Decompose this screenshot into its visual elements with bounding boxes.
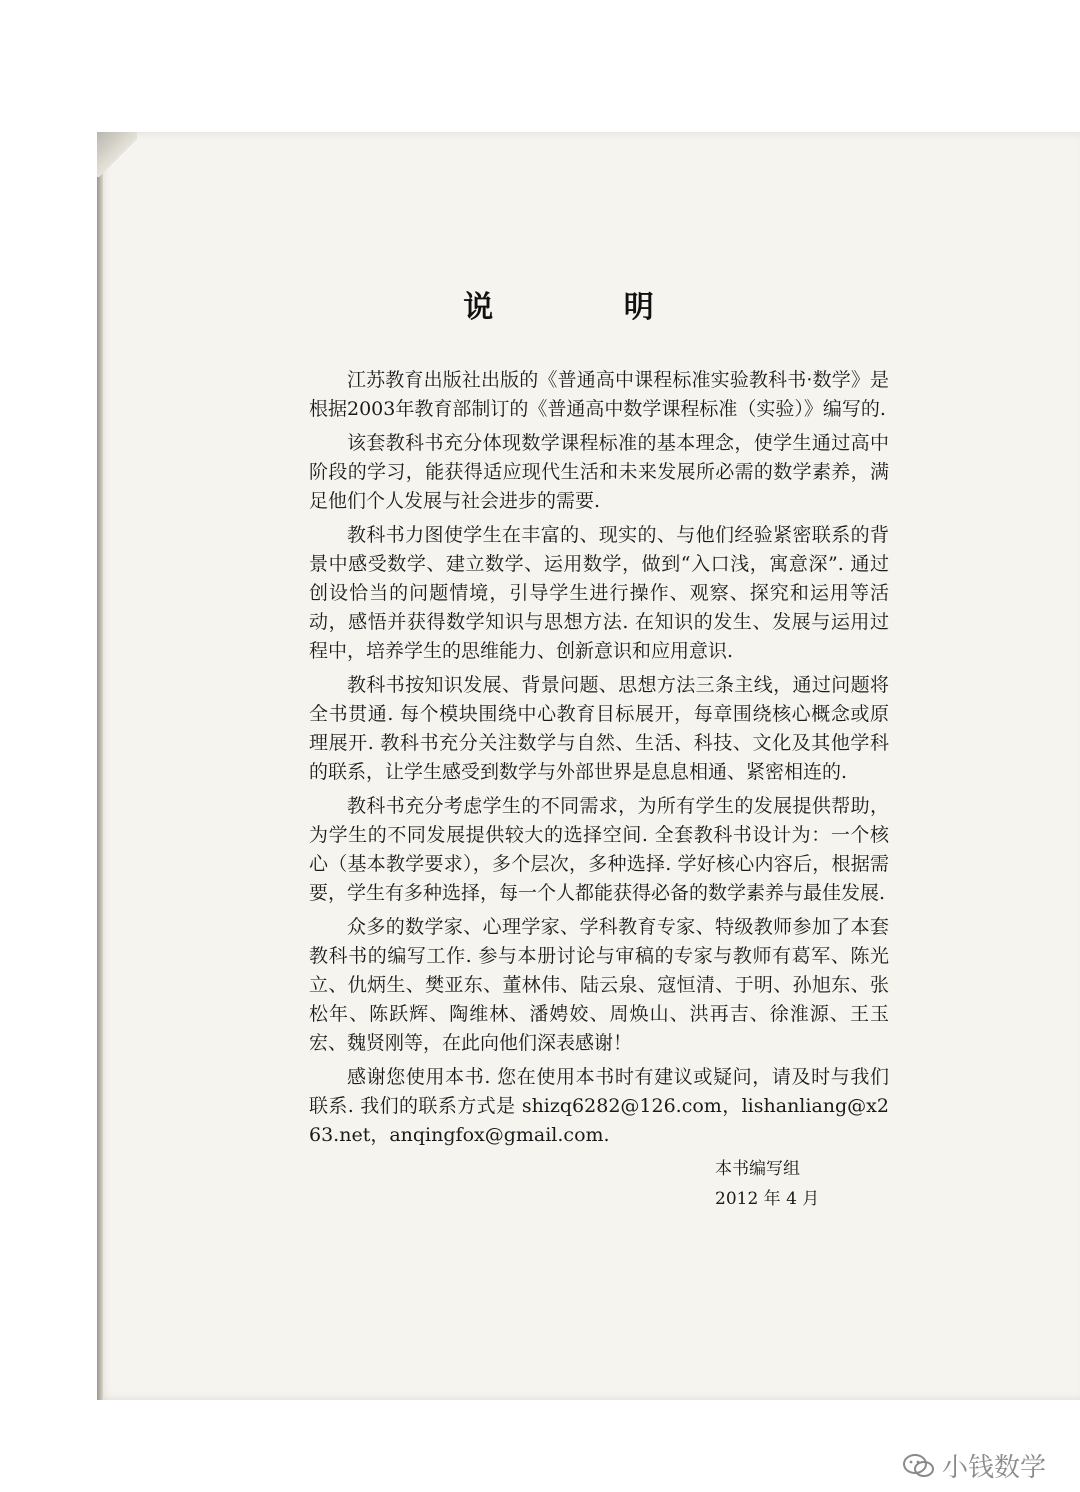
paragraph: 该套教科书充分体现数学课程标准的基本理念，使学生通过高中阶段的学习，能获得适应现代生活和未来发展所必需的数学素养，满足他们个人发展与社会进步的需要. xyxy=(309,432,889,512)
paragraph: 教科书力图使学生在丰富的、现实的、与他们经验紧密联系的背景中感受数学、建立数学、运用数学，做到“入口浅，寓意深”. 通过创设恰当的问题情境，引导学生进行操作、观察、探究和运用等活动，感悟并获得数学知识与思想方法. 在知识的发生、发展与运用过程中，培养学生的思维能力、创新意识和应用意识. xyxy=(309,524,889,662)
paragraph: 教科书按知识发展、背景问题、思想方法三条主线，通过问题将全书贯通. 每个模块围绕中心教育目标展开，每章围绕核心概念或原理展开. 教科书充分关注数学与自然、生活、科技、文化及其他学科的联系，让学生感受到数学与外部世界是息息相通、紧密相连的. xyxy=(309,674,889,783)
paragraph: 感谢您使用本书. 您在使用本书时有建议或疑问，请及时与我们联系. 我们的联系方式是 shizq6282@126.com，lishanliang@x263.net，anqingfox@gmail.com. xyxy=(309,1066,889,1146)
page-corner-fold xyxy=(97,132,137,177)
page-title: 说 明 xyxy=(463,290,714,325)
paragraph: 众多的数学家、心理学家、学科教育专家、特级教师参加了本套教科书的编写工作. 参与本册讨论与审稿的专家与教师有葛军、陈光立、仇炳生、樊亚东、董林伟、陆云泉、寇恒清、于明、孙旭东、张松年、陈跃辉、陶维林、潘娉姣、周焕山、洪再吉、徐淮源、王玉宏、魏贤刚等，在此向他们深表感谢！ xyxy=(309,916,889,1054)
body-text xyxy=(309,366,889,1155)
signature-author: 本书编写组 xyxy=(715,1159,800,1179)
scanned-page xyxy=(97,132,1080,1400)
paragraph: 江苏教育出版社出版的《普通高中课程标准实验教科书·数学》是根据2003年教育部制订的《普通高中数学课程标准（实验）》编写的. xyxy=(309,369,889,420)
watermark-text: 小钱数学 xyxy=(941,1453,1046,1483)
watermark xyxy=(902,1447,1046,1484)
signature-block xyxy=(715,1154,819,1214)
paragraph: 教科书充分考虑学生的不同需求，为所有学生的发展提供帮助，为学生的不同发展提供较大的选择空间. 全套教科书设计为：一个核心（基本教学要求），多个层次，多种选择. 学好核心内容后，根据需要，学生有多种选择，每一个人都能获得必备的数学素养与最佳发展. xyxy=(309,795,889,904)
signature-date: 2012 年 4 月 xyxy=(715,1189,820,1209)
wechat-icon xyxy=(902,1452,936,1480)
